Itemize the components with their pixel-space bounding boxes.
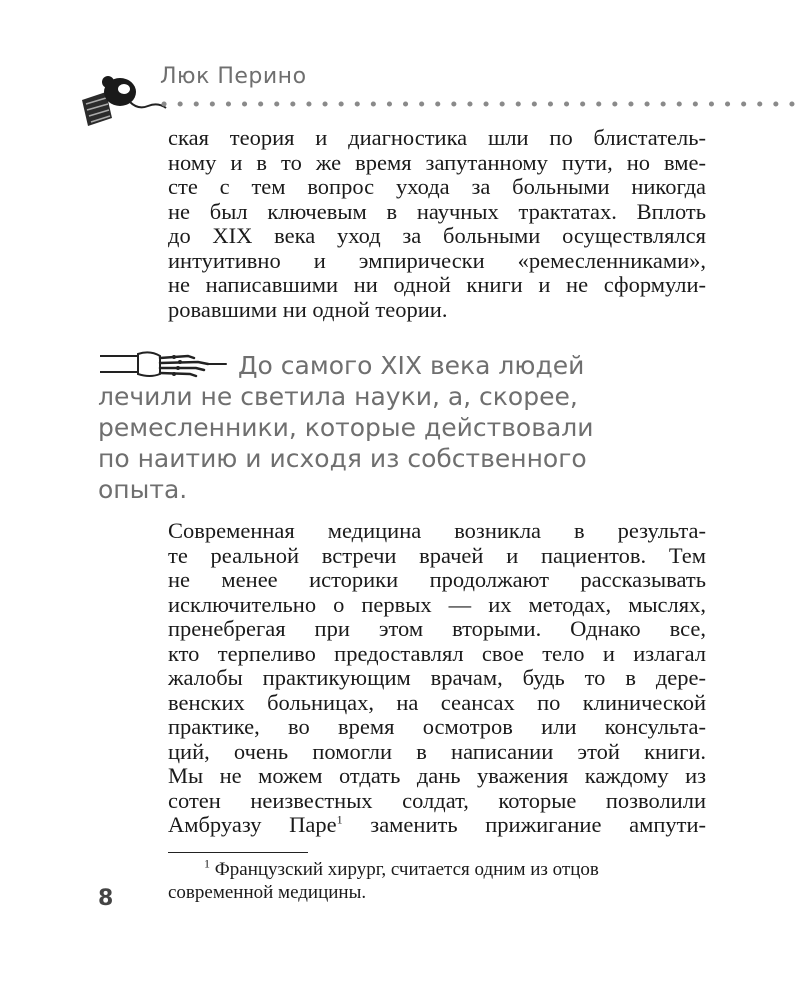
running-header-author: Люк Перино [160, 64, 307, 89]
text-line: те реальной встречи врачей и пациентов. Тем [168, 542, 706, 568]
footnote-text: Французский хирург, считается одним из отцов [210, 859, 599, 880]
header-dotted-rule [160, 100, 800, 108]
quote-line: лечили не светила науки, а, скорее, [98, 382, 578, 411]
page-number: 8 [98, 886, 114, 911]
text-line-end: заменить прижигание ампути- [342, 812, 706, 837]
text-line: ному и в то же время запутанному пути, но вме- [168, 149, 706, 175]
footnote [168, 858, 708, 904]
quote-line: по наитию и исходя из собственного [98, 444, 587, 473]
text-line: до XIX века уход за больными осуществлялся [168, 223, 706, 248]
text-line: практике, во время осмотров или консульта- [168, 714, 706, 739]
footnote-line [168, 858, 708, 881]
quote-line: До самого XIX века людей [238, 351, 585, 380]
text-line-start: Амбруазу Паре [168, 812, 337, 837]
footnote-line: современной медицины. [168, 882, 367, 903]
text-line: жалобы практикующим врачам, будь то в дере- [168, 665, 706, 690]
text-line: ций, очень помогли в написании этой книги. [168, 738, 706, 764]
text-line [168, 813, 706, 838]
text-line: кто терпеливо предоставлял свое тело и излагал [168, 640, 706, 666]
body-paragraph-2 [168, 519, 706, 838]
footnote-marker: 1 [204, 856, 210, 871]
text-line: не был ключевым в научных трактатах. Вплоть [168, 198, 706, 224]
text-line: исключительно о первых — их методах, мыслях, [168, 591, 706, 617]
footnote-rule [168, 852, 308, 853]
text-line: не менее историки продолжают рассказывать [168, 567, 706, 592]
footnote-reference[interactable]: 1 [336, 812, 343, 827]
pull-quote [98, 350, 658, 505]
text-line: Мы не можем отдать дань уважения каждому из [168, 763, 706, 788]
text-line: сте с тем вопрос ухода за больными никогда [168, 174, 706, 199]
text-line: не написавшими ни одной книги и не сформули- [168, 272, 706, 297]
text-line: венских больницах, на сеансах по клинической [168, 689, 706, 715]
body-paragraph-1 [168, 126, 706, 322]
text-line: ская теория и диагностика шли по блистатель- [168, 125, 706, 150]
text-line: Современная медицина возникла в результа- [168, 518, 706, 543]
text-line: интуитивно и эмпирически «ремесленниками», [168, 247, 706, 273]
text-line: пренебрегая при этом вторыми. Однако все, [168, 616, 706, 641]
quote-line: опыта. [98, 475, 188, 504]
text-line: ровавшими ни одной теории. [168, 296, 448, 322]
text-line: сотен неизвестных солдат, которые позволили [168, 787, 706, 813]
quill-inkwell-icon [78, 62, 168, 132]
quote-line: ремесленники, которые действовали [98, 413, 594, 442]
